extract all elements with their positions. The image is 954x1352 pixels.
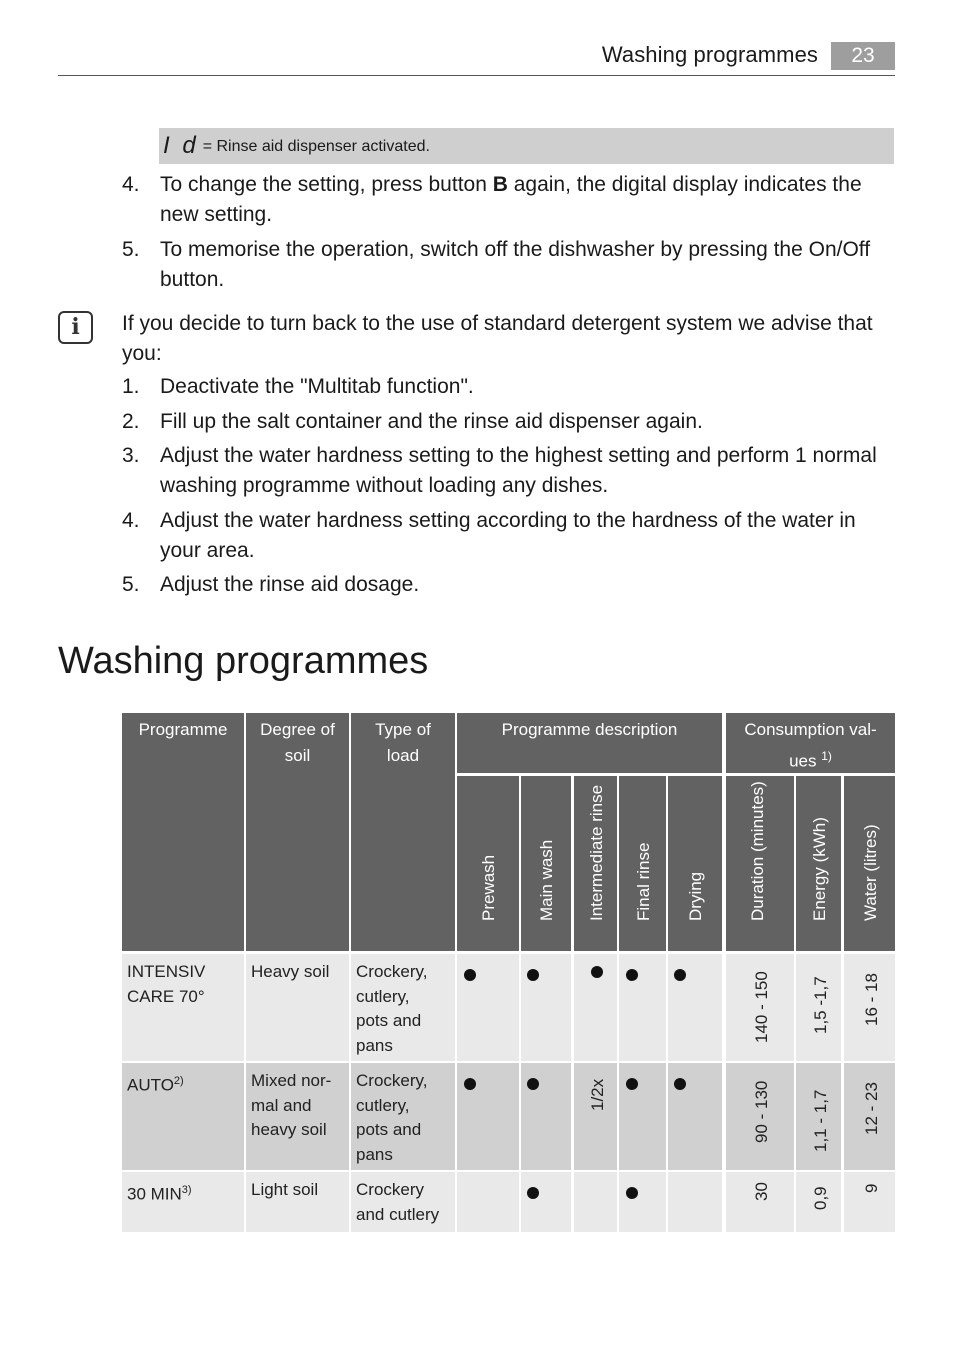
list-number: 5. xyxy=(122,573,140,596)
bullet-dot xyxy=(674,969,686,981)
header-prewash xyxy=(457,776,519,951)
table-cell-load xyxy=(351,1172,455,1232)
table-cell-soil xyxy=(246,1172,349,1232)
cell-text: and cutlery xyxy=(356,1204,440,1224)
bullet-dot xyxy=(464,969,476,981)
cell-text-line xyxy=(251,1178,344,1203)
table-cell-prewash xyxy=(457,954,519,1061)
list-item xyxy=(122,372,897,402)
cell-text-line xyxy=(356,1034,450,1059)
cell-text-line xyxy=(356,960,450,985)
header-label: Degree of xyxy=(260,720,335,739)
cell-text-line xyxy=(251,1069,344,1094)
list-text-line: Adjust the rinse aid dosage. xyxy=(160,573,420,596)
cell-text: pans xyxy=(356,1144,393,1164)
header-label: Duration (minutes) xyxy=(748,781,767,921)
header-label: Programme description xyxy=(501,720,678,739)
header-consumption-values xyxy=(726,713,895,773)
cell-value: 12 - 23 xyxy=(861,1081,881,1135)
table-cell-energy xyxy=(796,954,841,1061)
list-item xyxy=(122,506,897,566)
info-icon: i xyxy=(58,311,93,344)
table-cell-load xyxy=(351,954,455,1061)
list-number: 5. xyxy=(122,238,140,261)
cell-value: 30 xyxy=(752,1182,771,1201)
cell-text-line xyxy=(356,985,450,1010)
header-degree-of-soil xyxy=(246,713,349,951)
header-programme-description xyxy=(457,713,722,773)
list-text-line: To change the setting, press button B again, the digital display indicates the xyxy=(160,173,862,196)
header-programme xyxy=(122,713,244,951)
header-label: Main wash xyxy=(537,839,556,921)
header-type-of-load xyxy=(351,713,455,951)
cell-value: 9 xyxy=(861,1183,881,1193)
cell-text: 30 MIN xyxy=(127,1184,182,1204)
page-number: 23 xyxy=(831,42,895,70)
cell-value: 1,1 - 1,7 xyxy=(810,1089,830,1152)
table-cell-water xyxy=(844,1172,895,1232)
header-label: Consumption val- xyxy=(744,720,877,739)
section-title: Washing programmes xyxy=(58,640,429,682)
bullet-dot xyxy=(674,1078,686,1090)
table-cell-prewash xyxy=(457,1172,519,1232)
list-item xyxy=(122,570,897,600)
cell-text-line xyxy=(127,1178,239,1207)
table-cell-final-rinse xyxy=(619,954,666,1061)
table-cell-drying xyxy=(668,954,722,1061)
list-text-line: washing programme without loading any dishes. xyxy=(160,474,609,497)
cell-value: 16 - 18 xyxy=(861,972,881,1026)
table-cell-soil xyxy=(246,1063,349,1170)
programmes-table xyxy=(122,713,895,1233)
cell-text-line xyxy=(127,960,239,985)
cell-text-line xyxy=(127,1069,239,1098)
cell-text-line xyxy=(356,1009,450,1034)
header-label: Drying xyxy=(686,871,705,921)
bullet-dot xyxy=(527,1187,539,1199)
info-paragraph xyxy=(122,309,897,369)
cell-text: cutlery, xyxy=(356,1095,410,1115)
header-label: Energy (kWh) xyxy=(809,817,829,921)
table-cell-intermediate xyxy=(574,1172,617,1232)
header-intermediate-rinse xyxy=(574,776,617,951)
cell-text-line xyxy=(251,1094,344,1119)
table-cell-drying xyxy=(668,1172,722,1232)
table-cell-duration xyxy=(726,954,794,1061)
bullet-dot xyxy=(464,1078,476,1090)
bullet-dot xyxy=(626,969,638,981)
list-number: 3. xyxy=(122,444,140,467)
header-label: load xyxy=(386,746,420,765)
cell-text-line xyxy=(356,1178,450,1203)
bullet-dot xyxy=(527,1078,539,1090)
cell-text: Crockery xyxy=(356,1180,425,1199)
cell-text: pots and xyxy=(356,1011,422,1030)
table-cell-duration xyxy=(726,1172,794,1232)
info-line: you: xyxy=(122,342,162,365)
cell-text-line xyxy=(356,1069,450,1094)
table-cell-intermediate xyxy=(574,954,617,1061)
header-main-wash xyxy=(521,776,571,951)
table-cell-final-rinse xyxy=(619,1063,666,1170)
header-label: Prewash xyxy=(479,854,498,921)
cell-text-line xyxy=(356,1118,450,1143)
cell-text: Crockery, xyxy=(356,1071,428,1090)
cell-text-line xyxy=(356,1203,450,1228)
list-text-line: To memorise the operation, switch off the dishwasher by pressing the On/Off xyxy=(160,238,871,261)
header-label: soil xyxy=(284,746,311,765)
list-number: 2. xyxy=(122,410,140,433)
list-number: 4. xyxy=(122,173,140,196)
list-text-line: Adjust the water hardness setting to the highest setting and perform 1 normal xyxy=(160,444,877,467)
header-rule xyxy=(58,75,895,76)
header-water xyxy=(844,776,895,951)
footnote-marker: 2) xyxy=(173,1075,184,1087)
table-cell-energy xyxy=(796,1063,841,1170)
header-label: ues xyxy=(789,751,817,771)
cell-value: 140 - 150 xyxy=(752,970,771,1043)
cell-text-line xyxy=(127,985,239,1010)
cell-text: pots and xyxy=(356,1120,422,1139)
footnote-marker: 3) xyxy=(181,1184,192,1196)
cell-text-line xyxy=(356,1094,450,1119)
cell-text: pans xyxy=(356,1035,393,1055)
bullet-dot xyxy=(527,969,539,981)
cell-value: 1/2x xyxy=(587,1078,607,1111)
table-cell-main-wash xyxy=(521,1172,571,1232)
table-cell-main-wash xyxy=(521,1063,571,1170)
cell-text-line xyxy=(356,1143,450,1168)
table-cell-programme xyxy=(122,1172,244,1232)
table-cell-water xyxy=(844,954,895,1061)
table-cell-duration xyxy=(726,1063,794,1170)
info-line: If you decide to turn back to the use of standard detergent system we advise that xyxy=(122,312,873,335)
header-final-rinse xyxy=(619,776,666,951)
cell-value: 1,5 -1,7 xyxy=(810,976,830,1034)
cell-text: cutlery, xyxy=(356,986,410,1006)
list-text-line: your area. xyxy=(160,539,255,562)
bullet-dot xyxy=(626,1078,638,1090)
list-text-line: button. xyxy=(160,268,225,291)
list-text-line: Fill up the salt container and the rinse aid dispenser again. xyxy=(160,410,703,433)
note-box xyxy=(159,128,894,164)
cell-text: AUTO xyxy=(127,1075,174,1095)
table-cell-prewash xyxy=(457,1063,519,1170)
header-label: Intermediate rinse xyxy=(586,784,606,921)
cell-text: Crockery, xyxy=(356,962,428,981)
footnote-marker: 1) xyxy=(821,749,832,763)
cell-text-line xyxy=(251,960,344,985)
cell-text-line xyxy=(251,1118,344,1143)
header-label: Final rinse xyxy=(633,842,653,921)
list-number: 4. xyxy=(122,509,140,532)
cell-text: Light soil xyxy=(251,1180,319,1199)
table-cell-main-wash xyxy=(521,954,571,1061)
table-cell-energy xyxy=(796,1172,841,1232)
header-label: Water (litres) xyxy=(860,824,880,921)
cell-text: heavy soil xyxy=(251,1120,327,1139)
list-item xyxy=(122,441,897,501)
list-item xyxy=(122,235,897,295)
header-label: Programme xyxy=(138,720,228,739)
cell-text: Heavy soil xyxy=(251,962,330,981)
table-cell-load xyxy=(351,1063,455,1170)
header-energy xyxy=(796,776,841,951)
list-number: 1. xyxy=(122,375,140,398)
cell-text: mal and xyxy=(251,1095,312,1115)
table-cell-soil xyxy=(246,954,349,1061)
cell-text: INTENSIV xyxy=(127,962,206,981)
list-text-line: Adjust the water hardness setting according to the hardness of the water in xyxy=(160,509,856,532)
list-text-line: new setting. xyxy=(160,203,273,226)
table-cell-drying xyxy=(668,1063,722,1170)
bullet-dot xyxy=(626,1187,638,1199)
list-text-line: Deactivate the "Multitab function". xyxy=(160,375,474,398)
list-item xyxy=(122,170,897,230)
table-cell-final-rinse xyxy=(619,1172,666,1232)
cell-value: 0,9 xyxy=(810,1185,830,1210)
bullet-dot xyxy=(591,966,603,978)
header-label: Type of xyxy=(375,720,431,739)
cell-text: CARE 70° xyxy=(127,986,205,1006)
table-cell-programme xyxy=(122,1063,244,1170)
header-duration xyxy=(726,776,794,951)
display-code: I d xyxy=(163,132,199,159)
cell-value: 90 - 130 xyxy=(752,1080,771,1143)
running-header-title: Washing programmes xyxy=(601,42,818,67)
cell-text: Mixed nor- xyxy=(251,1071,332,1090)
header-drying xyxy=(668,776,722,951)
table-cell-water xyxy=(844,1063,895,1170)
table-cell-programme xyxy=(122,954,244,1061)
note-text: = Rinse aid dispenser activated. xyxy=(202,138,430,155)
list-item xyxy=(122,407,897,437)
table-cell-intermediate xyxy=(574,1063,617,1170)
